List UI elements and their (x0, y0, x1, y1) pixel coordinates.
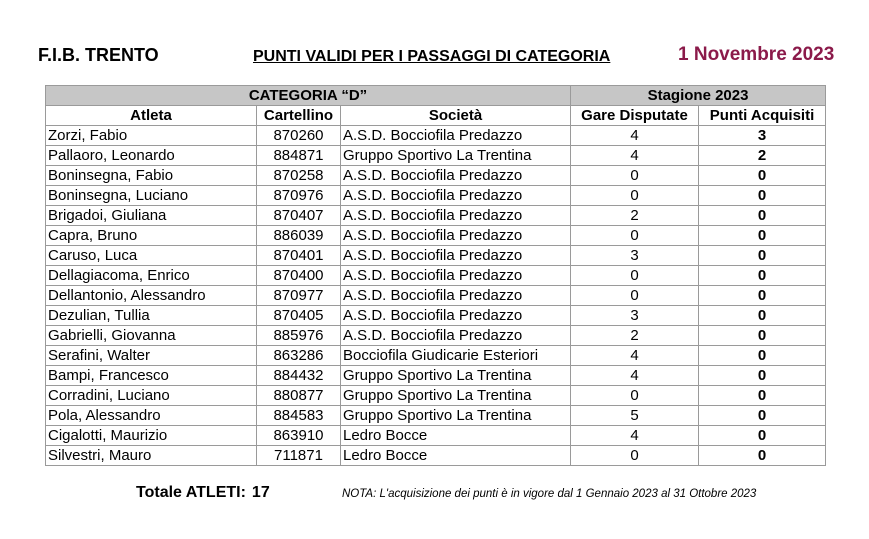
cell-societa: Ledro Bocce (341, 426, 571, 446)
cell-gare: 3 (571, 306, 699, 326)
cell-gare: 3 (571, 246, 699, 266)
cell-societa: A.S.D. Bocciofila Predazzo (341, 166, 571, 186)
cell-atleta: Caruso, Luca (46, 246, 257, 266)
cell-atleta: Pola, Alessandro (46, 406, 257, 426)
cell-cartellino: 870977 (257, 286, 341, 306)
column-header-punti: Punti Acquisiti (699, 106, 826, 126)
cell-cartellino: 886039 (257, 226, 341, 246)
cell-societa: A.S.D. Bocciofila Predazzo (341, 126, 571, 146)
table-row (46, 266, 826, 286)
column-header-cartellino: Cartellino (257, 106, 341, 126)
cell-gare: 0 (571, 286, 699, 306)
cell-punti: 0 (699, 386, 826, 406)
table-row (46, 226, 826, 246)
table-band-row (46, 86, 826, 106)
table-row (46, 286, 826, 306)
cell-cartellino: 870260 (257, 126, 341, 146)
cell-punti: 0 (699, 326, 826, 346)
cell-atleta: Boninsegna, Fabio (46, 166, 257, 186)
category-band: CATEGORIA “D” (46, 86, 571, 106)
table-row (46, 446, 826, 466)
cell-societa: A.S.D. Bocciofila Predazzo (341, 186, 571, 206)
season-band: Stagione 2023 (571, 86, 826, 106)
cell-societa: A.S.D. Bocciofila Predazzo (341, 266, 571, 286)
cell-societa: A.S.D. Bocciofila Predazzo (341, 286, 571, 306)
table-header-row (46, 106, 826, 126)
cell-punti: 0 (699, 226, 826, 246)
cell-gare: 0 (571, 386, 699, 406)
cell-cartellino: 870407 (257, 206, 341, 226)
cell-atleta: Dellantonio, Alessandro (46, 286, 257, 306)
total-athletes (136, 483, 270, 503)
cell-atleta: Dezulian, Tullia (46, 306, 257, 326)
table-row (46, 206, 826, 226)
cell-gare: 2 (571, 326, 699, 346)
table-row (46, 306, 826, 326)
cell-atleta: Silvestri, Mauro (46, 446, 257, 466)
cell-societa: Bocciofila Giudicarie Esteriori (341, 346, 571, 366)
cell-punti: 0 (699, 266, 826, 286)
cell-punti: 0 (699, 366, 826, 386)
cell-cartellino: 870976 (257, 186, 341, 206)
cell-cartellino: 870405 (257, 306, 341, 326)
points-table (45, 85, 826, 466)
cell-societa: A.S.D. Bocciofila Predazzo (341, 326, 571, 346)
cell-atleta: Capra, Bruno (46, 226, 257, 246)
cell-atleta: Serafini, Walter (46, 346, 257, 366)
document-title: PUNTI VALIDI PER I PASSAGGI DI CATEGORIA (253, 48, 611, 65)
cell-gare: 0 (571, 166, 699, 186)
cell-gare: 2 (571, 206, 699, 226)
cell-punti: 0 (699, 426, 826, 446)
cell-punti: 0 (699, 166, 826, 186)
cell-punti: 0 (699, 406, 826, 426)
cell-societa: Gruppo Sportivo La Trentina (341, 386, 571, 406)
cell-cartellino: 884583 (257, 406, 341, 426)
cell-cartellino: 711871 (257, 446, 341, 466)
cell-atleta: Cigalotti, Maurizio (46, 426, 257, 446)
table-row (46, 406, 826, 426)
cell-punti: 0 (699, 186, 826, 206)
document-date: 1 Novembre 2023 (678, 44, 835, 65)
cell-gare: 5 (571, 406, 699, 426)
table-row (46, 186, 826, 206)
cell-cartellino: 885976 (257, 326, 341, 346)
cell-societa: Gruppo Sportivo La Trentina (341, 146, 571, 166)
cell-gare: 0 (571, 266, 699, 286)
cell-atleta: Brigadoi, Giuliana (46, 206, 257, 226)
cell-societa: A.S.D. Bocciofila Predazzo (341, 226, 571, 246)
cell-cartellino: 884871 (257, 146, 341, 166)
table-row (46, 386, 826, 406)
cell-punti: 0 (699, 246, 826, 266)
cell-societa: A.S.D. Bocciofila Predazzo (341, 306, 571, 326)
cell-gare: 4 (571, 126, 699, 146)
cell-societa: A.S.D. Bocciofila Predazzo (341, 206, 571, 226)
cell-atleta: Pallaoro, Leonardo (46, 146, 257, 166)
cell-gare: 0 (571, 446, 699, 466)
cell-cartellino: 863286 (257, 346, 341, 366)
cell-societa: Gruppo Sportivo La Trentina (341, 406, 571, 426)
organization-title: F.I.B. TRENTO (38, 45, 159, 65)
total-label: Totale ATLETI: (136, 484, 246, 501)
cell-gare: 4 (571, 146, 699, 166)
cell-punti: 0 (699, 446, 826, 466)
cell-atleta: Zorzi, Fabio (46, 126, 257, 146)
cell-atleta: Gabrielli, Giovanna (46, 326, 257, 346)
total-value: 17 (251, 484, 270, 501)
cell-atleta: Corradini, Luciano (46, 386, 257, 406)
cell-cartellino: 880877 (257, 386, 341, 406)
cell-punti: 0 (699, 346, 826, 366)
cell-cartellino: 870258 (257, 166, 341, 186)
cell-punti: 0 (699, 286, 826, 306)
cell-societa: Ledro Bocce (341, 446, 571, 466)
table-row (46, 126, 826, 146)
cell-punti: 0 (699, 206, 826, 226)
table-row (46, 326, 826, 346)
table-row (46, 146, 826, 166)
cell-societa: Gruppo Sportivo La Trentina (341, 366, 571, 386)
cell-cartellino: 863910 (257, 426, 341, 446)
table-row (46, 346, 826, 366)
table-body (46, 126, 826, 466)
table-row (46, 166, 826, 186)
cell-societa: A.S.D. Bocciofila Predazzo (341, 246, 571, 266)
cell-gare: 4 (571, 346, 699, 366)
table-row (46, 246, 826, 266)
cell-punti: 3 (699, 126, 826, 146)
cell-atleta: Boninsegna, Luciano (46, 186, 257, 206)
table-row (46, 426, 826, 446)
column-header-atleta: Atleta (46, 106, 257, 126)
cell-punti: 2 (699, 146, 826, 166)
cell-atleta: Bampi, Francesco (46, 366, 257, 386)
cell-atleta: Dellagiacoma, Enrico (46, 266, 257, 286)
cell-gare: 4 (571, 366, 699, 386)
column-header-societa: Società (341, 106, 571, 126)
cell-gare: 0 (571, 226, 699, 246)
cell-punti: 0 (699, 306, 826, 326)
cell-gare: 0 (571, 186, 699, 206)
footer-note: NOTA: L'acquisizione dei punti è in vigore dal 1 Gennaio 2023 al 31 Ottobre 2023 (342, 488, 757, 500)
table-row (46, 366, 826, 386)
cell-gare: 4 (571, 426, 699, 446)
cell-cartellino: 870400 (257, 266, 341, 286)
cell-cartellino: 870401 (257, 246, 341, 266)
cell-cartellino: 884432 (257, 366, 341, 386)
column-header-gare: Gare Disputate (571, 106, 699, 126)
